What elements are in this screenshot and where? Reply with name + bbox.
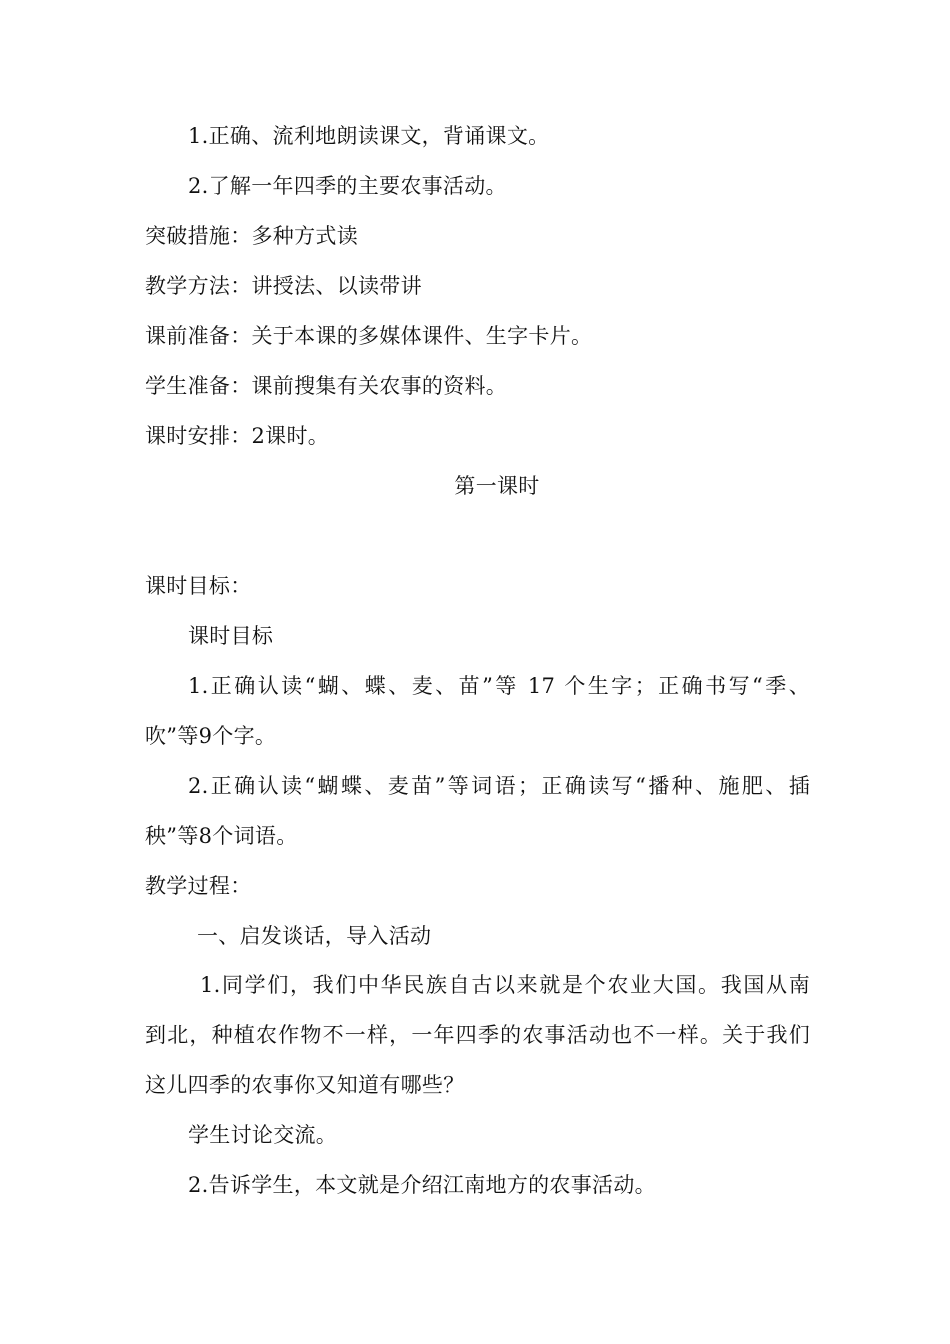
paragraph-1-line-2: 到北，种植农作物不一样，一年四季的农事活动也不一样。关于我们 xyxy=(145,1023,810,1047)
paragraph-1-line-1: 1.同学们，我们中华民族自古以来就是个农业大国。我国从南 xyxy=(200,973,810,997)
goal-1-line-2: 吹”等9个字。 xyxy=(145,724,277,748)
teacher-preparation: 课前准备：关于本课的多媒体课件、生字卡片。 xyxy=(145,324,593,348)
paragraph-2: 2.告诉学生，本文就是介绍江南地方的农事活动。 xyxy=(188,1173,656,1197)
breakthrough-measures: 突破措施：多种方式读 xyxy=(145,224,358,248)
goal-1-line-1: 1.正确认读“蝴、蝶、麦、苗”等 17 个生字；正确书写“季、 xyxy=(188,674,810,698)
goal-2-line-2: 秧”等8个词语。 xyxy=(145,824,298,848)
student-preparation: 学生准备：课前搜集有关农事的资料。 xyxy=(145,374,508,398)
teaching-method: 教学方法：讲授法、以读带讲 xyxy=(145,274,422,298)
goal-2-line-1: 2.正确认读“蝴蝶、麦苗”等词语；正确读写“播种、施肥、插 xyxy=(188,774,810,798)
objective-2: 2.了解一年四季的主要农事活动。 xyxy=(188,174,507,198)
objective-1: 1.正确、流利地朗读课文，背诵课文。 xyxy=(188,124,550,148)
lesson-goal-heading: 课时目标： xyxy=(145,574,252,598)
lesson-title: 第一课时 xyxy=(454,474,540,498)
section-1-title: 一、启发谈话，导入活动 xyxy=(197,924,432,948)
lesson-goal-subheading: 课时目标 xyxy=(188,624,274,648)
lesson-schedule: 课时安排：2课时。 xyxy=(145,424,330,448)
student-discussion: 学生讨论交流。 xyxy=(188,1123,338,1147)
teaching-process-heading: 教学过程： xyxy=(145,874,252,898)
paragraph-1-line-3: 这儿四季的农事你又知道有哪些？ xyxy=(145,1073,465,1097)
